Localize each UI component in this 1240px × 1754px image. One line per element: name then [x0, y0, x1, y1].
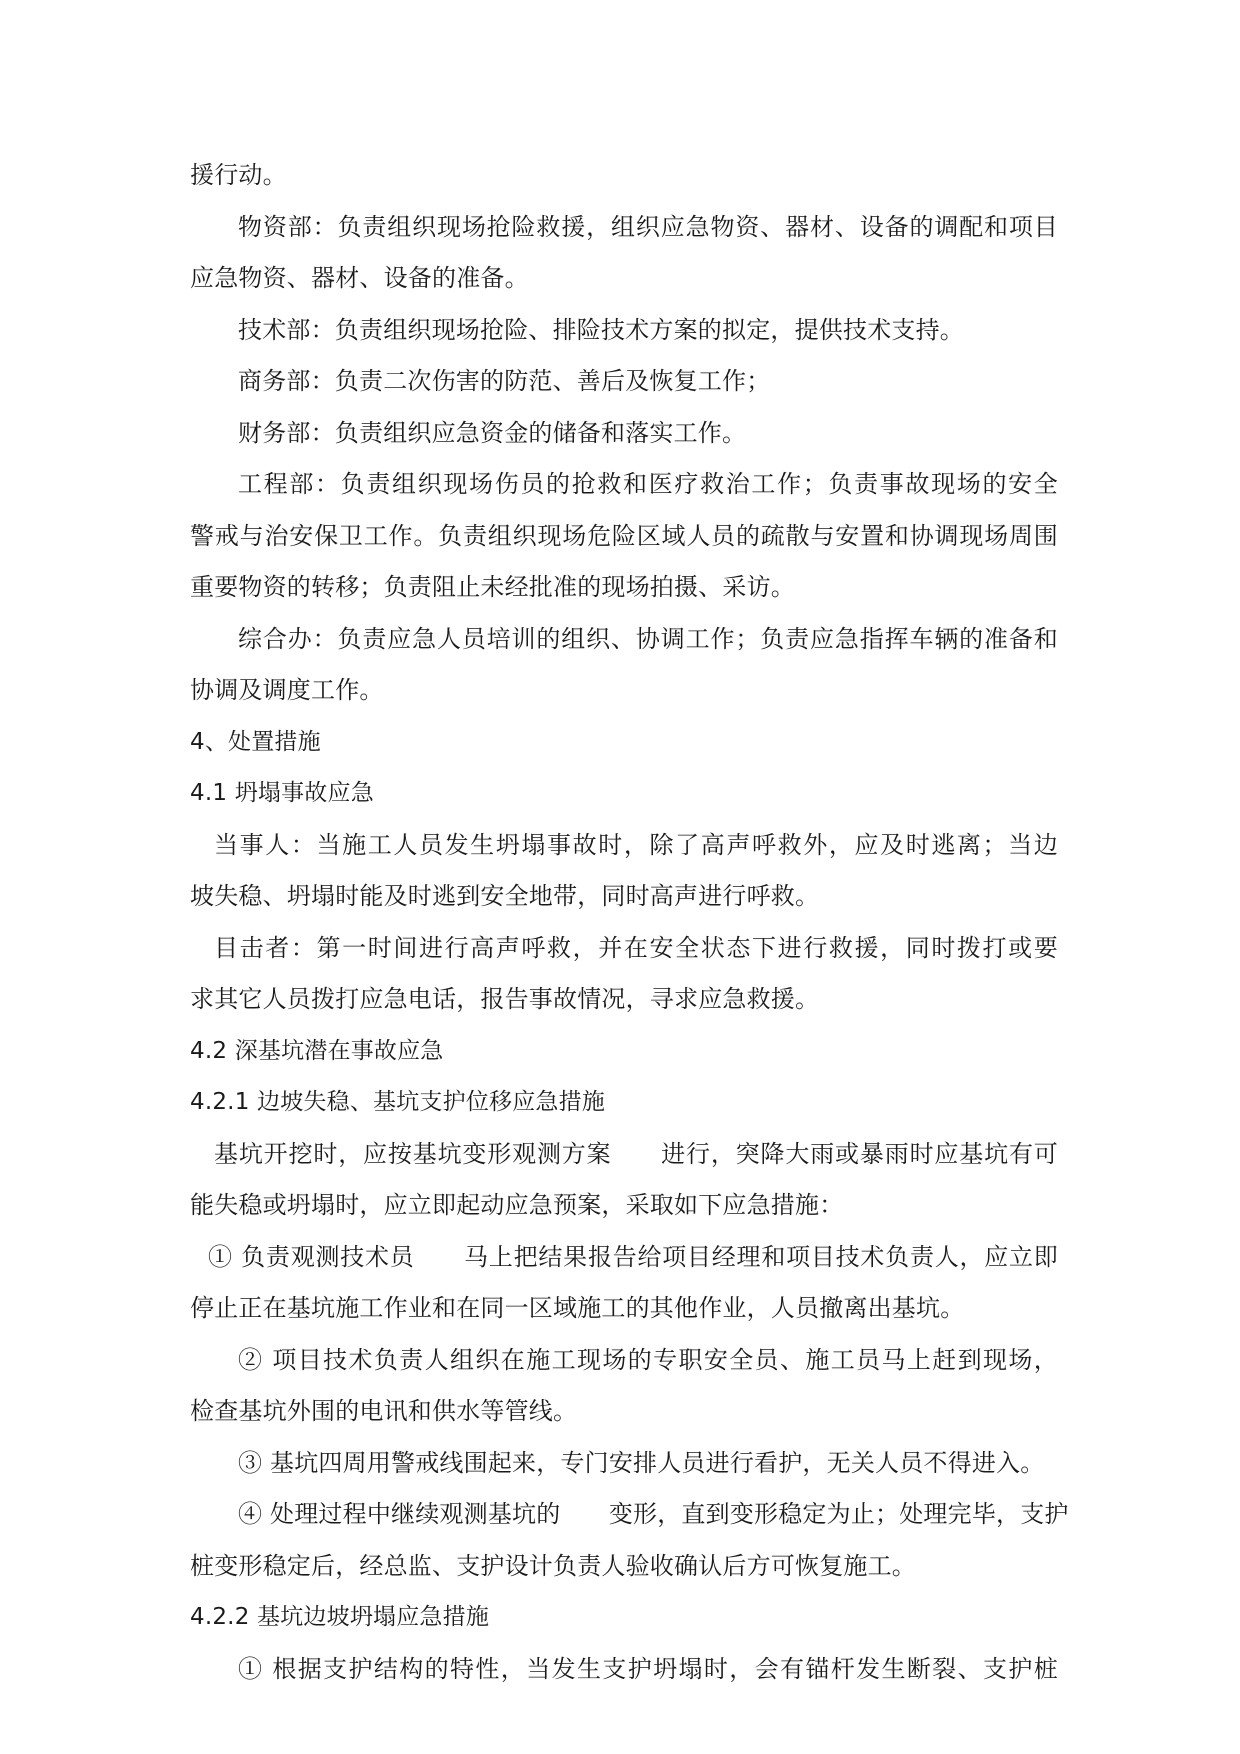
- paragraph-line: 基坑开挖时，应按基坑变形观测方案 进行，突降大雨或暴雨时应基坑有可: [214, 1139, 1058, 1168]
- paragraph-line: 目击者：第一时间进行高声呼救，并在安全状态下进行救援，同时拨打或要: [214, 933, 1058, 962]
- text-line: 应急物资、器材、设备的准备。: [190, 264, 529, 292]
- section-heading: 4、处置措施: [190, 728, 321, 755]
- paragraph-line: 商务部：负责二次伤害的防范、善后及恢复工作；: [238, 367, 771, 395]
- paragraph-line: 物资部：负责组织现场抢险救援，组织应急物资、器材、设备的调配和项目: [238, 212, 1058, 241]
- text-line: 警戒与治安保卫工作。负责组织现场危险区域人员的疏散与安置和协调现场周围: [190, 521, 1058, 550]
- paragraph-line: 技术部：负责组织现场抢险、排险技术方案的拟定，提供技术支持。: [238, 315, 964, 344]
- paragraph-line: ④ 处理过程中继续观测基坑的 变形，直到变形稳定为止；处理完毕，支护: [238, 1500, 1069, 1528]
- section-heading: 4.1 坍塌事故应急: [190, 780, 374, 806]
- text-line: 援行动。: [190, 161, 287, 189]
- document-body: [190, 150, 1069, 1695]
- section-heading: 4.2.2 基坑边坡坍塌应急措施: [190, 1604, 490, 1630]
- text-line: 坡失稳、坍塌时能及时逃到安全地带，同时高声进行呼救。: [190, 882, 820, 910]
- paragraph-line: ③ 基坑四周用警戒线围起来，专门安排人员进行看护，无关人员不得进入。: [238, 1448, 1045, 1477]
- paragraph-line: ② 项目技术负责人组织在施工现场的专职安全员、施工员马上赶到现场，: [238, 1345, 1058, 1374]
- text-line: 重要物资的转移；负责阻止未经批准的现场拍摄、采访。: [190, 573, 795, 601]
- text-line: 求其它人员拨打应急电话，报告事故情况，寻求应急救援。: [190, 985, 820, 1013]
- paragraph-line: 财务部：负责组织应急资金的储备和落实工作。: [238, 418, 747, 447]
- paragraph-line: ① 负责观测技术员 马上把结果报告给项目经理和项目技术负责人，应立即: [208, 1242, 1058, 1271]
- paragraph-line: 综合办：负责应急人员培训的组织、协调工作；负责应急指挥车辆的准备和: [238, 624, 1058, 653]
- section-heading: 4.2 深基坑潜在事故应急: [190, 1037, 444, 1064]
- paragraph-line: 工程部：负责组织现场伤员的抢救和医疗救治工作；负责事故现场的安全: [238, 470, 1058, 498]
- text-line: 停止正在基坑施工作业和在同一区域施工的其他作业，人员撤离出基坑。: [190, 1294, 965, 1322]
- text-line: 桩变形稳定后，经总监、支护设计负责人验收确认后方可恢复施工。: [190, 1551, 916, 1580]
- text-line: 协调及调度工作。: [190, 676, 384, 704]
- paragraph-line: 当事人：当施工人员发生坍塌事故时，除了高声呼救外，应及时逃离；当边: [214, 830, 1058, 859]
- section-heading: 4.2.1 边坡失稳、基坑支护位移应急措施: [190, 1089, 606, 1115]
- text-line: 能失稳或坍塌时，应立即起动应急预案，采取如下应急措施：: [190, 1191, 844, 1219]
- text-line: 检查基坑外围的电讯和供水等管线。: [190, 1397, 578, 1425]
- paragraph-line: ① 根据支护结构的特性，当发生支护坍塌时，会有锚杆发生断裂、支护桩: [238, 1654, 1058, 1683]
